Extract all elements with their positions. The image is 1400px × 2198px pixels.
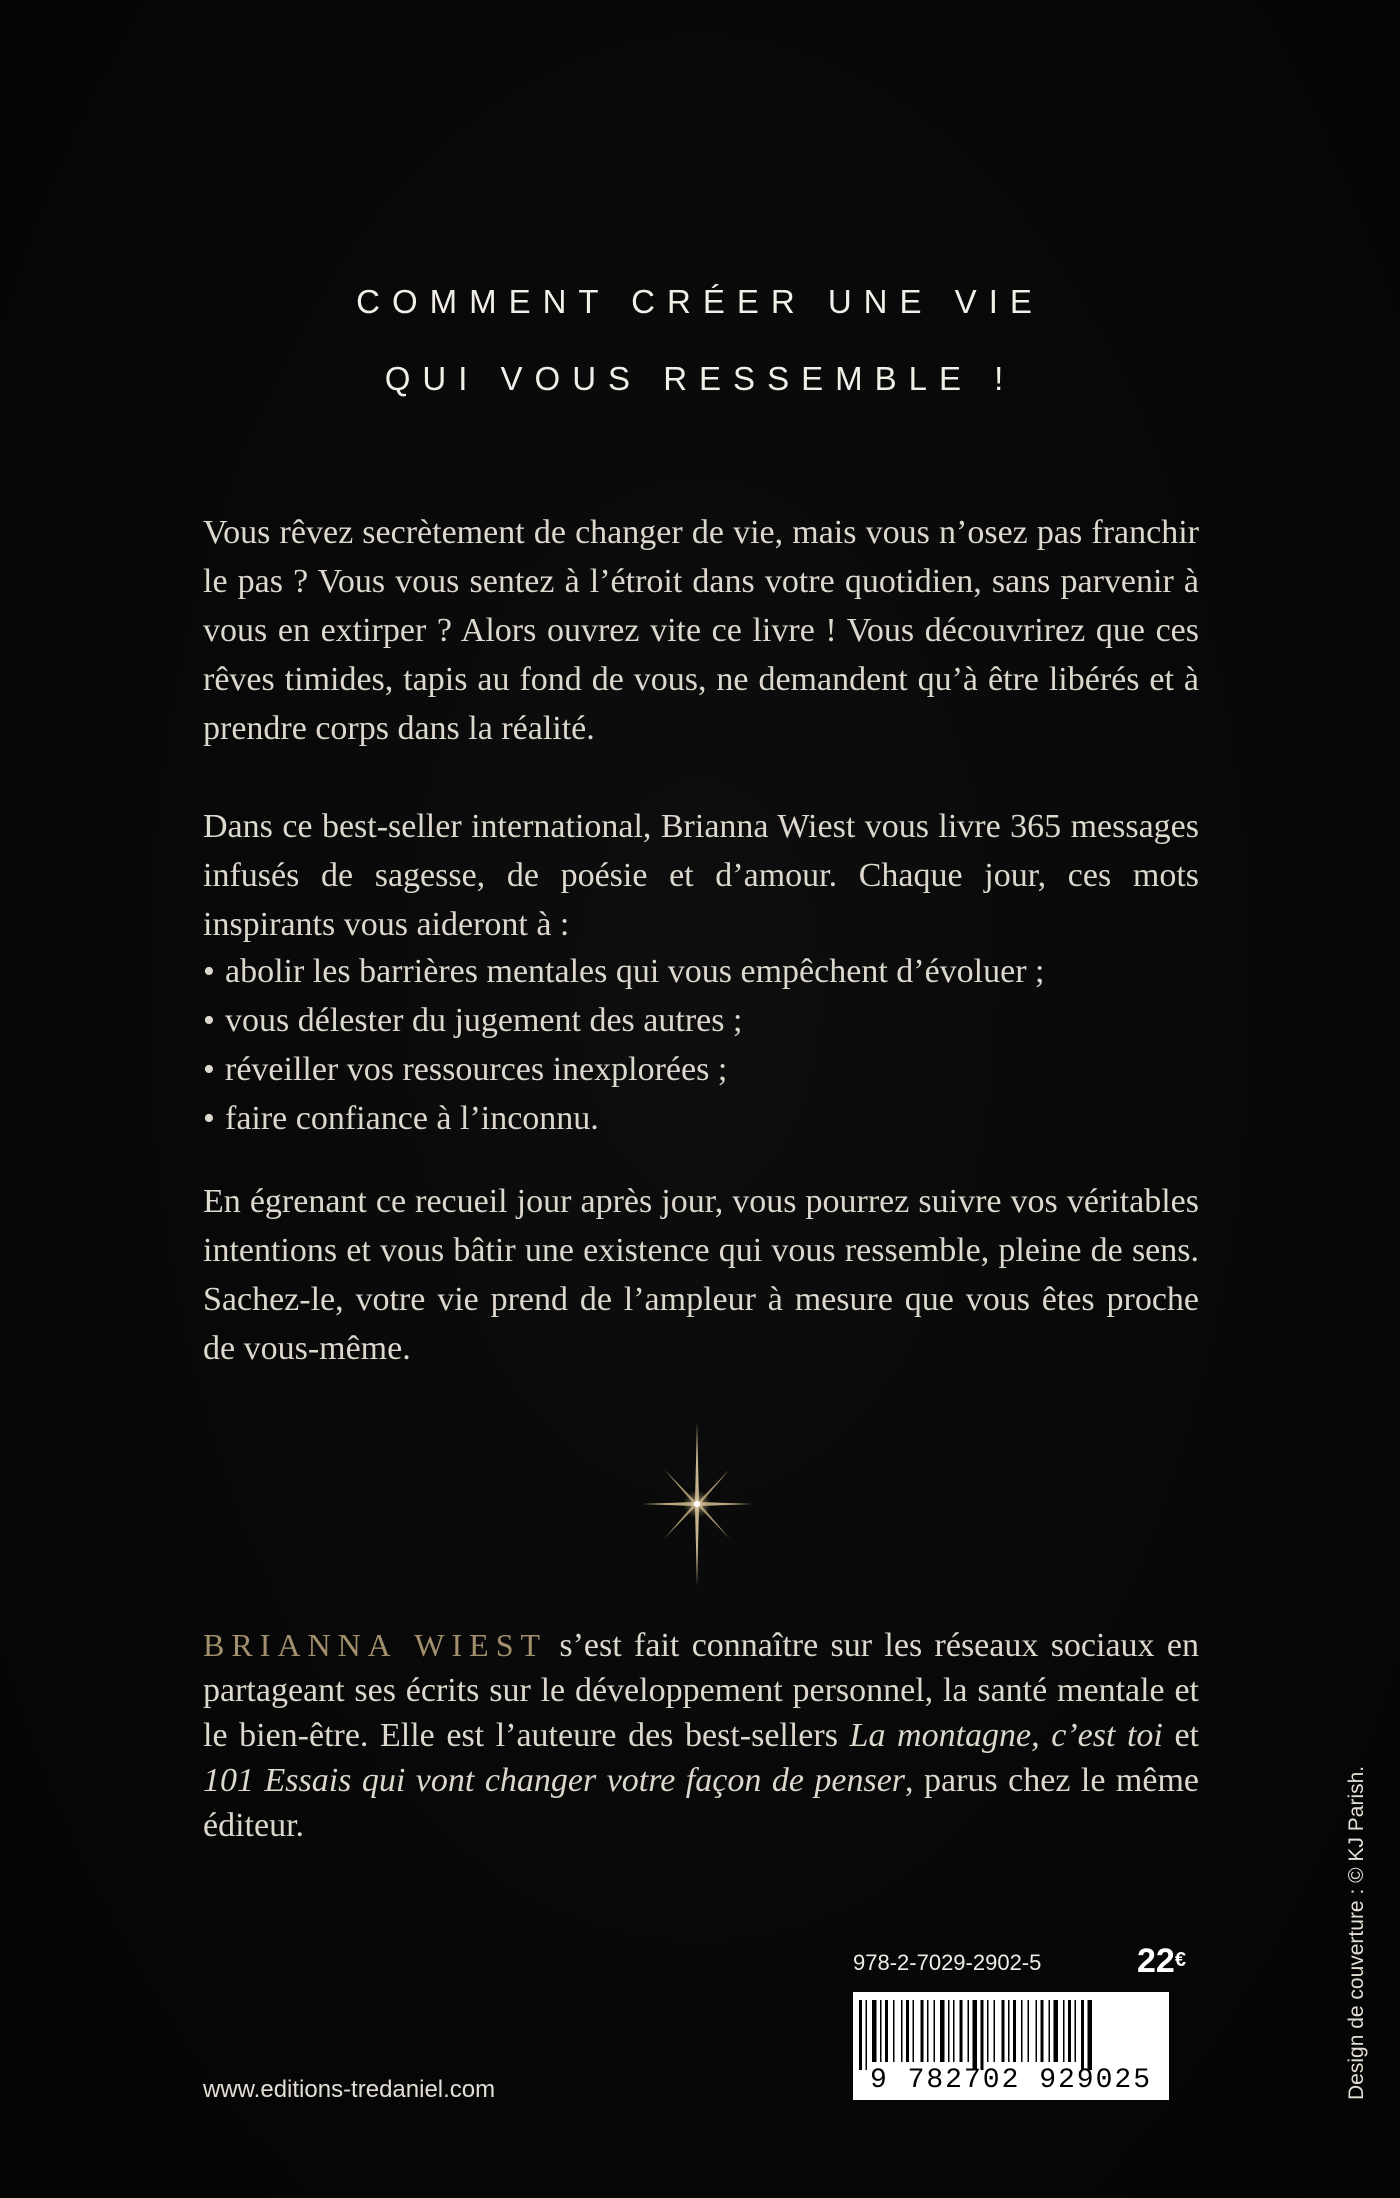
barcode-bar bbox=[1041, 2000, 1044, 2062]
barcode-bar bbox=[1021, 2000, 1023, 2062]
barcode-bar bbox=[885, 2000, 888, 2062]
book-title-2: 101 Essais qui vont changer votre façon de penser bbox=[203, 1762, 906, 1799]
barcode-bar bbox=[948, 2000, 950, 2062]
barcode-bar bbox=[927, 2000, 929, 2062]
barcode-bar bbox=[987, 2000, 989, 2062]
intro-paragraph: Vous rêvez secrètement de changer de vie, mais vous n’osez pas franchir le pas ? Vous vous sentez à l’étroit dans votre quotidien, sans parvenir à vous en extirper ? Alors ouvrez vite ce livre ! Vous découvrirez que ces rêves timides, tapis au fond de vous, ne demandent qu’à être libérés et à prendre corps dans la réalité. bbox=[203, 514, 1199, 747]
barcode-bar bbox=[1028, 2000, 1030, 2062]
bullet-mark: • bbox=[203, 1002, 215, 1039]
barcode-bar bbox=[1068, 2000, 1071, 2062]
bullet-mark: • bbox=[203, 1051, 215, 1088]
barcode-bar bbox=[921, 2000, 924, 2062]
barcode-digits: 9 782702 929025 bbox=[869, 2065, 1153, 2096]
bullet-mark: • bbox=[203, 1100, 215, 1137]
price-currency: € bbox=[1174, 1949, 1186, 1971]
barcode-bar bbox=[1002, 2000, 1005, 2062]
closing-paragraph: En égrenant ce recueil jour après jour, vous pourrez suivre vos véritables intentions et vous bâtir une existence qui vous ressemble, pleine de sens. Sachez-le, votre vie prend de l’ampleur à mesure que vous êtes proche de vous-même. bbox=[203, 1183, 1199, 1367]
barcode-bar bbox=[893, 2000, 895, 2062]
barcode-bar bbox=[859, 2000, 862, 2070]
barcode-bar bbox=[1008, 2000, 1010, 2062]
list-item-text: abolir les barrières mentales qui vous empêchent d’évoluer ; bbox=[225, 953, 1045, 990]
list-item-text: faire confiance à l’inconnu. bbox=[225, 1100, 599, 1137]
author-name: BRIANNA WIEST bbox=[203, 1627, 548, 1663]
barcode-bar bbox=[880, 2000, 882, 2062]
barcode-bar bbox=[994, 2000, 996, 2062]
barcode-bar bbox=[866, 2000, 868, 2070]
barcode-bar bbox=[901, 2000, 903, 2062]
author-bio-text: s’est fait connaître sur les réseaux sociaux en partageant ses écrits sur le développement personnel, la santé mentale et le bien-être. Elle est l’auteure des best-sellers bbox=[203, 1627, 1199, 1754]
bullet-mark: • bbox=[203, 953, 215, 990]
barcode-bar bbox=[1075, 2000, 1077, 2062]
author-bio bbox=[203, 1623, 1199, 1848]
book-title-1: La montagne, c’est toi bbox=[849, 1717, 1163, 1754]
author-bio-end: , parus chez le même éditeur. bbox=[203, 1762, 1199, 1844]
benefit-list bbox=[203, 947, 1199, 1143]
cover-design-credit: Design de couverture : © KJ Parish. bbox=[1345, 1765, 1368, 2100]
barcode-bar bbox=[1081, 2000, 1084, 2070]
barcode-bar bbox=[934, 2000, 936, 2062]
barcode-bar bbox=[940, 2000, 945, 2062]
author-bio-connector: et bbox=[1162, 1717, 1199, 1754]
headline-line-2: QUI VOUS RESSEMBLE ! bbox=[384, 360, 1016, 397]
barcode-bar bbox=[1054, 2000, 1059, 2062]
barcode-bar bbox=[973, 2000, 978, 2070]
list-item bbox=[203, 1094, 1199, 1143]
barcode-bar bbox=[906, 2000, 909, 2062]
star-icon bbox=[642, 1422, 752, 1586]
isbn-number: 978-2-7029-2902-5 bbox=[853, 1950, 1042, 1975]
barcode-bar bbox=[872, 2000, 877, 2062]
barcode-bar bbox=[1063, 2000, 1065, 2062]
barcode-bar bbox=[1036, 2000, 1038, 2062]
barcode-bar bbox=[1049, 2000, 1051, 2062]
barcode-bar bbox=[981, 2000, 984, 2070]
barcode bbox=[853, 1992, 1169, 2100]
list-item bbox=[203, 1045, 1199, 1094]
bestseller-paragraph: Dans ce best-seller international, Brianna Wiest vous livre 365 messages infusés de sagesse, de poésie et d’amour. Chaque jour, ces mots inspirants vous aideront à : bbox=[203, 808, 1199, 943]
list-item bbox=[203, 947, 1199, 996]
price bbox=[1137, 1942, 1186, 1981]
barcode-bar bbox=[913, 2000, 915, 2062]
headline-line-1: COMMENT CRÉER UNE VIE bbox=[356, 283, 1044, 320]
publisher-website: www.editions-tredaniel.com bbox=[203, 2076, 496, 2103]
barcode-bar bbox=[1088, 2000, 1093, 2070]
barcode-bar bbox=[960, 2000, 963, 2062]
barcode-bar bbox=[968, 2000, 970, 2062]
barcode-bar bbox=[1013, 2000, 1016, 2062]
list-item bbox=[203, 996, 1199, 1045]
price-value: 22 bbox=[1137, 1942, 1175, 1980]
barcode-bar bbox=[953, 2000, 955, 2062]
list-item-text: vous délester du jugement des autres ; bbox=[225, 1002, 743, 1039]
list-item-text: réveiller vos ressources inexplorées ; bbox=[225, 1051, 728, 1088]
